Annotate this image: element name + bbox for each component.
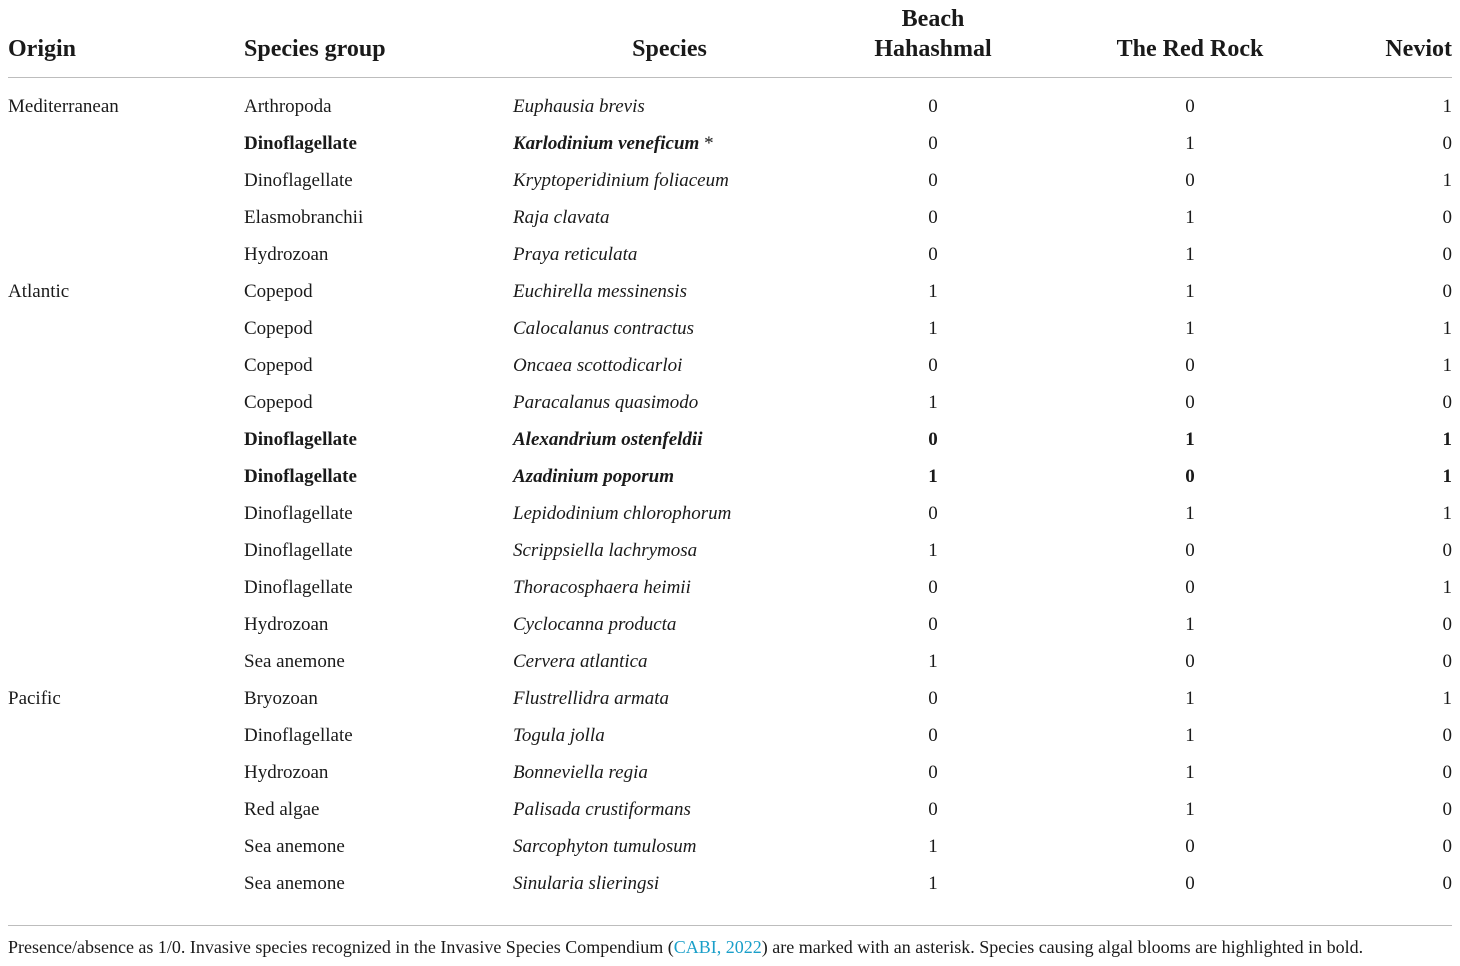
cell-red-rock <box>1040 791 1340 828</box>
cell-species-text: Paracalanus quasimodo <box>513 391 699 413</box>
cell-red-rock <box>1040 865 1340 902</box>
cell-neviot-text: 0 <box>1442 613 1452 635</box>
cell-beach-hahashmal-text: 1 <box>928 872 938 894</box>
cell-species-text: Palisada crustiformans <box>513 798 691 820</box>
cell-red-rock <box>1040 273 1340 310</box>
cell-species <box>513 791 826 828</box>
cell-species-group <box>244 680 513 717</box>
table-row <box>8 273 1452 310</box>
table-row <box>8 643 1452 680</box>
cell-beach-hahashmal <box>826 569 1040 606</box>
cell-red-rock <box>1040 495 1340 532</box>
cell-neviot <box>1340 199 1452 236</box>
cell-neviot-text: 1 <box>1442 502 1452 524</box>
cell-beach-hahashmal-text: 0 <box>928 206 938 228</box>
cell-beach-hahashmal-text: 0 <box>928 354 938 376</box>
header-beach-line1: Beach <box>901 6 965 32</box>
table-row <box>8 458 1452 495</box>
cell-neviot-text: 1 <box>1442 169 1452 191</box>
cell-beach-hahashmal <box>826 643 1040 680</box>
cell-red-rock-text: 1 <box>1185 132 1195 154</box>
cell-origin <box>8 532 244 569</box>
cell-species-group-text: Copepod <box>244 280 313 302</box>
cell-species-text: Calocalanus contractus <box>513 317 695 339</box>
cell-red-rock <box>1040 754 1340 791</box>
cell-species <box>513 754 826 791</box>
footnote-citation-link[interactable]: CABI, 2022 <box>673 937 762 957</box>
cell-neviot-text: 0 <box>1442 280 1452 302</box>
cell-neviot-text: 1 <box>1442 687 1452 709</box>
cell-neviot-text: 0 <box>1442 761 1452 783</box>
cell-origin <box>8 828 244 865</box>
table-row <box>8 865 1452 902</box>
header-red-rock: The Red Rock <box>1040 0 1340 78</box>
footnote-text-after: ) are marked with an asterisk. Species causing algal blooms are highlighted in bold. <box>761 937 1364 957</box>
cell-species-group-text: Dinoflagellate <box>244 502 353 524</box>
cell-red-rock-text: 0 <box>1185 169 1195 191</box>
cell-beach-hahashmal-text: 0 <box>928 132 938 154</box>
cell-beach-hahashmal-text: 0 <box>928 724 938 746</box>
cell-neviot-text: 0 <box>1442 835 1452 857</box>
cell-origin <box>8 643 244 680</box>
table-body <box>8 78 1452 903</box>
cell-origin <box>8 680 244 717</box>
cell-beach-hahashmal-text: 0 <box>928 502 938 524</box>
cell-neviot <box>1340 458 1452 495</box>
cell-origin <box>8 495 244 532</box>
cell-red-rock <box>1040 717 1340 754</box>
cell-species-group <box>244 828 513 865</box>
cell-beach-hahashmal-text: 1 <box>928 391 938 413</box>
cell-species-text: Euphausia brevis <box>513 95 645 117</box>
footnote-divider <box>8 925 1452 926</box>
cell-beach-hahashmal <box>826 162 1040 199</box>
cell-beach-hahashmal <box>826 273 1040 310</box>
table-header <box>8 0 1452 78</box>
table-row <box>8 606 1452 643</box>
cell-species-group-text: Copepod <box>244 391 313 413</box>
cell-origin-text: Pacific <box>8 687 61 709</box>
cell-species-text: Sinularia slieringsi <box>513 872 660 894</box>
table-row <box>8 754 1452 791</box>
cell-red-rock <box>1040 125 1340 162</box>
cell-species <box>513 236 826 273</box>
cell-neviot-text: 1 <box>1442 95 1452 117</box>
table-row <box>8 162 1452 199</box>
cell-species <box>513 717 826 754</box>
cell-neviot-text: 1 <box>1442 465 1452 487</box>
table-row <box>8 347 1452 384</box>
cell-species-group <box>244 791 513 828</box>
cell-origin <box>8 236 244 273</box>
table-row <box>8 828 1452 865</box>
cell-species <box>513 828 826 865</box>
cell-species-text: Scrippsiella lachrymosa <box>513 539 698 561</box>
cell-neviot <box>1340 236 1452 273</box>
cell-red-rock <box>1040 310 1340 347</box>
cell-species-group <box>244 236 513 273</box>
header-row <box>8 0 1452 78</box>
cell-red-rock-text: 1 <box>1185 724 1195 746</box>
cell-species <box>513 162 826 199</box>
cell-beach-hahashmal-text: 1 <box>928 465 938 487</box>
cell-neviot <box>1340 310 1452 347</box>
cell-origin <box>8 199 244 236</box>
cell-red-rock-text: 1 <box>1185 280 1195 302</box>
cell-neviot-text: 1 <box>1442 317 1452 339</box>
cell-species-group-text: Dinoflagellate <box>244 576 353 598</box>
table-row <box>8 384 1452 421</box>
cell-species <box>513 421 826 458</box>
cell-beach-hahashmal <box>826 125 1040 162</box>
cell-species-group <box>244 717 513 754</box>
cell-species-group-text: Dinoflagellate <box>244 132 357 154</box>
cell-species-group-text: Hydrozoan <box>244 243 329 265</box>
cell-beach-hahashmal-text: 0 <box>928 169 938 191</box>
cell-neviot <box>1340 347 1452 384</box>
header-species: Species <box>513 0 826 78</box>
cell-species <box>513 606 826 643</box>
cell-species-group-text: Dinoflagellate <box>244 539 353 561</box>
table-row <box>8 791 1452 828</box>
cell-species-group-text: Hydrozoan <box>244 761 329 783</box>
cell-species-text: Flustrellidra armata <box>513 687 670 709</box>
cell-species-text: Azadinium poporum <box>513 465 675 487</box>
cell-species-group-text: Bryozoan <box>244 687 318 709</box>
cell-species-group-text: Hydrozoan <box>244 613 329 635</box>
cell-beach-hahashmal-text: 0 <box>928 687 938 709</box>
header-neviot: Neviot <box>1340 0 1452 78</box>
cell-origin <box>8 421 244 458</box>
cell-beach-hahashmal-text: 0 <box>928 798 938 820</box>
cell-red-rock-text: 1 <box>1185 798 1195 820</box>
cell-neviot-text: 1 <box>1442 354 1452 376</box>
cell-species <box>513 199 826 236</box>
cell-species-group <box>244 643 513 680</box>
cell-species <box>513 569 826 606</box>
cell-neviot-text: 1 <box>1442 428 1452 450</box>
cell-species-group-text: Dinoflagellate <box>244 465 357 487</box>
cell-neviot-text: 0 <box>1442 724 1452 746</box>
cell-red-rock <box>1040 569 1340 606</box>
cell-red-rock-text: 0 <box>1185 95 1195 117</box>
cell-origin <box>8 310 244 347</box>
cell-neviot <box>1340 273 1452 310</box>
cell-origin <box>8 791 244 828</box>
cell-species-group <box>244 421 513 458</box>
cell-neviot <box>1340 421 1452 458</box>
cell-species <box>513 680 826 717</box>
cell-species <box>513 495 826 532</box>
cell-beach-hahashmal <box>826 236 1040 273</box>
table-row <box>8 236 1452 273</box>
cell-beach-hahashmal-text: 1 <box>928 280 938 302</box>
cell-beach-hahashmal <box>826 310 1040 347</box>
cell-species <box>513 458 826 495</box>
cell-species-group-text: Arthropoda <box>244 95 332 117</box>
cell-origin <box>8 273 244 310</box>
cell-beach-hahashmal-text: 0 <box>928 95 938 117</box>
cell-beach-hahashmal <box>826 680 1040 717</box>
cell-species-group-text: Sea anemone <box>244 872 345 894</box>
cell-red-rock <box>1040 643 1340 680</box>
cell-species-text: Kryptoperidinium foliaceum <box>513 169 729 191</box>
cell-red-rock <box>1040 606 1340 643</box>
table-footnote <box>8 934 1458 960</box>
cell-beach-hahashmal <box>826 717 1040 754</box>
cell-species-group <box>244 125 513 162</box>
cell-neviot-text: 0 <box>1442 391 1452 413</box>
cell-species <box>513 532 826 569</box>
cell-red-rock-text: 1 <box>1185 502 1195 524</box>
cell-red-rock <box>1040 162 1340 199</box>
cell-red-rock <box>1040 532 1340 569</box>
table-row <box>8 421 1452 458</box>
cell-beach-hahashmal <box>826 606 1040 643</box>
table-row <box>8 310 1452 347</box>
cell-species-group-text: Dinoflagellate <box>244 428 357 450</box>
cell-species-group-text: Sea anemone <box>244 835 345 857</box>
cell-beach-hahashmal-text: 1 <box>928 539 938 561</box>
cell-species-text: Cervera atlantica <box>513 650 648 672</box>
cell-species <box>513 347 826 384</box>
cell-species-group <box>244 458 513 495</box>
species-table <box>8 0 1452 902</box>
cell-red-rock-text: 0 <box>1185 872 1195 894</box>
cell-species-group-text: Elasmobranchii <box>244 206 364 228</box>
cell-origin <box>8 125 244 162</box>
cell-red-rock <box>1040 347 1340 384</box>
cell-neviot <box>1340 384 1452 421</box>
cell-red-rock-text: 0 <box>1185 354 1195 376</box>
cell-species-text: Oncaea scottodicarloi <box>513 354 683 376</box>
cell-origin <box>8 78 244 126</box>
cell-red-rock <box>1040 384 1340 421</box>
cell-beach-hahashmal <box>826 865 1040 902</box>
cell-species <box>513 273 826 310</box>
cell-neviot-text: 0 <box>1442 872 1452 894</box>
cell-species-text: Euchirella messinensis <box>513 280 687 302</box>
cell-species-group <box>244 199 513 236</box>
cell-origin-text: Atlantic <box>8 280 70 302</box>
cell-species-text: Cyclocanna producta <box>513 613 677 635</box>
cell-red-rock-text: 0 <box>1185 391 1195 413</box>
cell-neviot <box>1340 680 1452 717</box>
cell-red-rock-text: 0 <box>1185 539 1195 561</box>
cell-origin <box>8 865 244 902</box>
cell-neviot <box>1340 717 1452 754</box>
cell-origin <box>8 162 244 199</box>
cell-beach-hahashmal <box>826 421 1040 458</box>
cell-neviot-text: 0 <box>1442 243 1452 265</box>
table-row <box>8 680 1452 717</box>
cell-species-group <box>244 78 513 126</box>
cell-neviot <box>1340 125 1452 162</box>
header-beach-line2: Hahashmal <box>874 36 992 62</box>
cell-neviot <box>1340 791 1452 828</box>
cell-beach-hahashmal-text: 0 <box>928 613 938 635</box>
cell-beach-hahashmal <box>826 791 1040 828</box>
cell-species-group-text: Red algae <box>244 798 320 820</box>
cell-beach-hahashmal <box>826 458 1040 495</box>
cell-species-text: Bonneviella regia <box>513 761 648 783</box>
table-row <box>8 495 1452 532</box>
cell-beach-hahashmal <box>826 384 1040 421</box>
cell-red-rock <box>1040 199 1340 236</box>
table-row <box>8 532 1452 569</box>
cell-species-group <box>244 606 513 643</box>
cell-beach-hahashmal-text: 1 <box>928 650 938 672</box>
cell-origin <box>8 717 244 754</box>
cell-origin <box>8 754 244 791</box>
cell-red-rock-text: 1 <box>1185 317 1195 339</box>
cell-beach-hahashmal-text: 0 <box>928 576 938 598</box>
cell-neviot <box>1340 162 1452 199</box>
cell-species-text: Praya reticulata <box>513 243 638 265</box>
footnote-text-before: Presence/absence as 1/0. Invasive species recognized in the Invasive Species Compendium ( <box>8 937 674 957</box>
header-beach-hahashmal <box>826 0 1040 78</box>
cell-beach-hahashmal <box>826 78 1040 126</box>
cell-neviot-text: 0 <box>1442 539 1452 561</box>
cell-beach-hahashmal-text: 0 <box>928 243 938 265</box>
cell-species-group-text: Dinoflagellate <box>244 169 353 191</box>
cell-origin <box>8 458 244 495</box>
cell-beach-hahashmal <box>826 754 1040 791</box>
cell-beach-hahashmal-text: 0 <box>928 428 938 450</box>
cell-species-text: Togula jolla <box>513 724 605 746</box>
cell-species-group <box>244 569 513 606</box>
cell-neviot-text: 0 <box>1442 798 1452 820</box>
cell-neviot <box>1340 865 1452 902</box>
cell-red-rock-text: 1 <box>1185 428 1195 450</box>
table-row <box>8 78 1452 126</box>
cell-species-group <box>244 532 513 569</box>
cell-species-group <box>244 273 513 310</box>
cell-species-text: Thoracosphaera heimii <box>513 576 691 598</box>
cell-species-text: Raja clavata <box>513 206 610 228</box>
cell-species-group <box>244 310 513 347</box>
cell-origin <box>8 384 244 421</box>
cell-species-group <box>244 865 513 902</box>
cell-species <box>513 865 826 902</box>
cell-neviot <box>1340 78 1452 126</box>
header-origin: Origin <box>8 0 244 78</box>
cell-species-group-text: Sea anemone <box>244 650 345 672</box>
cell-red-rock <box>1040 828 1340 865</box>
cell-species-group <box>244 754 513 791</box>
cell-beach-hahashmal-text: 1 <box>928 835 938 857</box>
table-row <box>8 717 1452 754</box>
cell-neviot <box>1340 828 1452 865</box>
cell-neviot-text: 1 <box>1442 576 1452 598</box>
cell-species-group <box>244 162 513 199</box>
cell-species-group <box>244 347 513 384</box>
cell-red-rock-text: 0 <box>1185 650 1195 672</box>
cell-species-group-text: Copepod <box>244 317 313 339</box>
cell-species-text: Alexandrium ostenfeldii <box>513 428 703 450</box>
cell-species-group-text: Copepod <box>244 354 313 376</box>
cell-species-text: Karlodinium veneficum <box>513 132 700 154</box>
cell-beach-hahashmal <box>826 495 1040 532</box>
cell-red-rock-text: 1 <box>1185 761 1195 783</box>
cell-red-rock <box>1040 421 1340 458</box>
cell-origin-text: Mediterranean <box>8 95 119 117</box>
cell-beach-hahashmal <box>826 199 1040 236</box>
cell-red-rock <box>1040 458 1340 495</box>
cell-species-text: Sarcophyton tumulosum <box>513 835 697 857</box>
cell-origin <box>8 606 244 643</box>
cell-beach-hahashmal-text: 1 <box>928 317 938 339</box>
cell-species-group-text: Dinoflagellate <box>244 724 353 746</box>
cell-red-rock <box>1040 236 1340 273</box>
cell-species-group <box>244 384 513 421</box>
cell-red-rock <box>1040 680 1340 717</box>
cell-red-rock-text: 0 <box>1185 465 1195 487</box>
cell-species-group <box>244 495 513 532</box>
cell-beach-hahashmal <box>826 347 1040 384</box>
cell-species <box>513 78 826 126</box>
cell-neviot <box>1340 532 1452 569</box>
cell-neviot <box>1340 569 1452 606</box>
cell-neviot <box>1340 754 1452 791</box>
cell-red-rock-text: 0 <box>1185 576 1195 598</box>
invasive-asterisk: * <box>699 132 714 154</box>
cell-neviot-text: 0 <box>1442 650 1452 672</box>
cell-beach-hahashmal-text: 0 <box>928 761 938 783</box>
cell-red-rock-text: 1 <box>1185 687 1195 709</box>
table-row <box>8 199 1452 236</box>
table-row <box>8 569 1452 606</box>
cell-species <box>513 643 826 680</box>
cell-red-rock-text: 1 <box>1185 206 1195 228</box>
table-row <box>8 125 1452 162</box>
cell-neviot <box>1340 643 1452 680</box>
cell-beach-hahashmal <box>826 828 1040 865</box>
cell-origin <box>8 347 244 384</box>
cell-neviot-text: 0 <box>1442 132 1452 154</box>
cell-species <box>513 125 826 162</box>
cell-beach-hahashmal <box>826 532 1040 569</box>
cell-red-rock <box>1040 78 1340 126</box>
cell-neviot <box>1340 606 1452 643</box>
cell-neviot-text: 0 <box>1442 206 1452 228</box>
cell-red-rock-text: 1 <box>1185 243 1195 265</box>
cell-species <box>513 310 826 347</box>
cell-red-rock-text: 1 <box>1185 613 1195 635</box>
cell-red-rock-text: 0 <box>1185 835 1195 857</box>
cell-origin <box>8 569 244 606</box>
cell-species-text: Lepidodinium chlorophorum <box>513 502 732 524</box>
cell-species <box>513 384 826 421</box>
species-table-container <box>8 0 1452 902</box>
cell-neviot <box>1340 495 1452 532</box>
header-species-group: Species group <box>244 0 513 78</box>
